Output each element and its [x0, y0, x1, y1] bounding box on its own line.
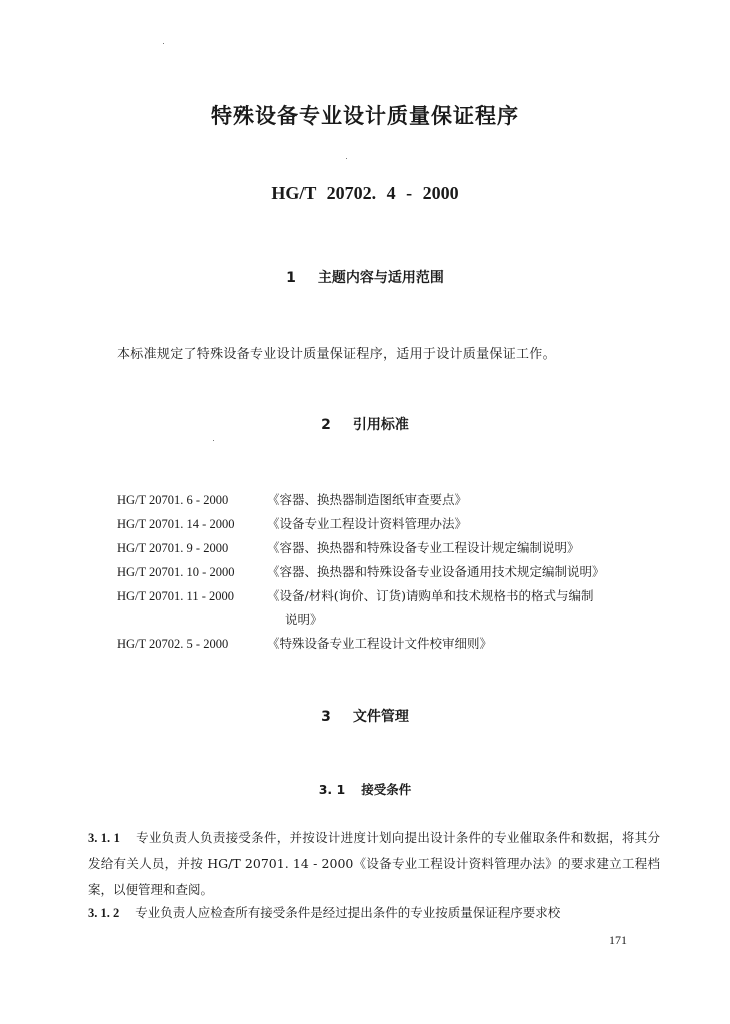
reference-name: 《设备专业工程设计资料管理办法》 — [267, 516, 468, 531]
reference-name: 《容器、换热器和特殊设备专业设备通用技术规定编制说明》 — [267, 564, 605, 579]
reference-name-continuation: 说明》 — [285, 612, 323, 627]
section-title: 引用标准 — [352, 417, 409, 433]
reference-item — [117, 512, 677, 536]
paragraph-text: 专业负责人负责接受条件，并按设计进度计划向提出设计条件的专业催取条件和数据，将其分发给有关人员，并按 HG/T 20701. 14 - 2000《设备专业工程设计资料管理办法》的要求建立工程档案，以便管理和查阅。 — [88, 830, 660, 897]
section-number: 3 — [321, 709, 331, 725]
reference-name: 《容器、换热器和特殊设备专业工程设计规定编制说明》 — [267, 540, 580, 555]
reference-item — [117, 536, 677, 560]
section-1-body: 本标准规定了特殊设备专业设计质量保证程序，适用于设计质量保证工作。 — [117, 347, 556, 362]
paragraph-3-1-2 — [88, 900, 660, 926]
page-number: 171 — [609, 933, 627, 947]
scan-speck — [213, 440, 214, 441]
paragraph-text: 专业负责人应检查所有接受条件是经过提出条件的专业按质量保证程序要求校 — [135, 905, 561, 920]
reference-item — [117, 632, 677, 656]
reference-item — [117, 488, 677, 512]
section-2-heading — [0, 414, 730, 434]
reference-code: HG/T 20701. 14 - 2000 — [117, 517, 235, 531]
reference-name: 《设备/材料(询价、订货)请购单和技术规格书的格式与编制 — [267, 588, 594, 603]
reference-item — [117, 584, 677, 608]
subsection-title: 接受条件 — [361, 782, 412, 797]
reference-code: HG/T 20701. 10 - 2000 — [117, 565, 235, 579]
paragraph-number: 3. 1. 2 — [88, 906, 120, 920]
standard-code: HG/T 20702. 4 - 2000 — [271, 183, 459, 203]
reference-code: HG/T 20701. 9 - 2000 — [117, 541, 229, 555]
section-title: 主题内容与适用范围 — [317, 270, 444, 286]
document-title: 特殊设备专业设计质量保证程序 — [211, 104, 519, 128]
reference-code: HG/T 20701. 11 - 2000 — [117, 589, 235, 603]
reference-name: 《容器、换热器制造图纸审查要点》 — [267, 492, 468, 507]
reference-code: HG/T 20702. 5 - 2000 — [117, 637, 229, 651]
scan-speck — [163, 43, 164, 44]
section-1-heading — [0, 267, 730, 287]
reference-code: HG/T 20701. 6 - 2000 — [117, 493, 229, 507]
scan-speck — [346, 158, 347, 159]
paragraph-number: 3. 1. 1 — [88, 831, 120, 845]
subsection-number: 3. 1 — [318, 782, 346, 797]
reference-list — [117, 488, 677, 656]
reference-item — [117, 560, 677, 584]
section-3-heading — [0, 706, 730, 726]
reference-name: 《特殊设备专业工程设计文件校审细则》 — [267, 636, 493, 651]
subsection-3-1-heading — [0, 780, 730, 798]
section-number: 1 — [286, 270, 296, 286]
paragraph-3-1-1 — [88, 825, 660, 903]
section-title: 文件管理 — [352, 709, 409, 725]
section-number: 2 — [321, 417, 331, 433]
